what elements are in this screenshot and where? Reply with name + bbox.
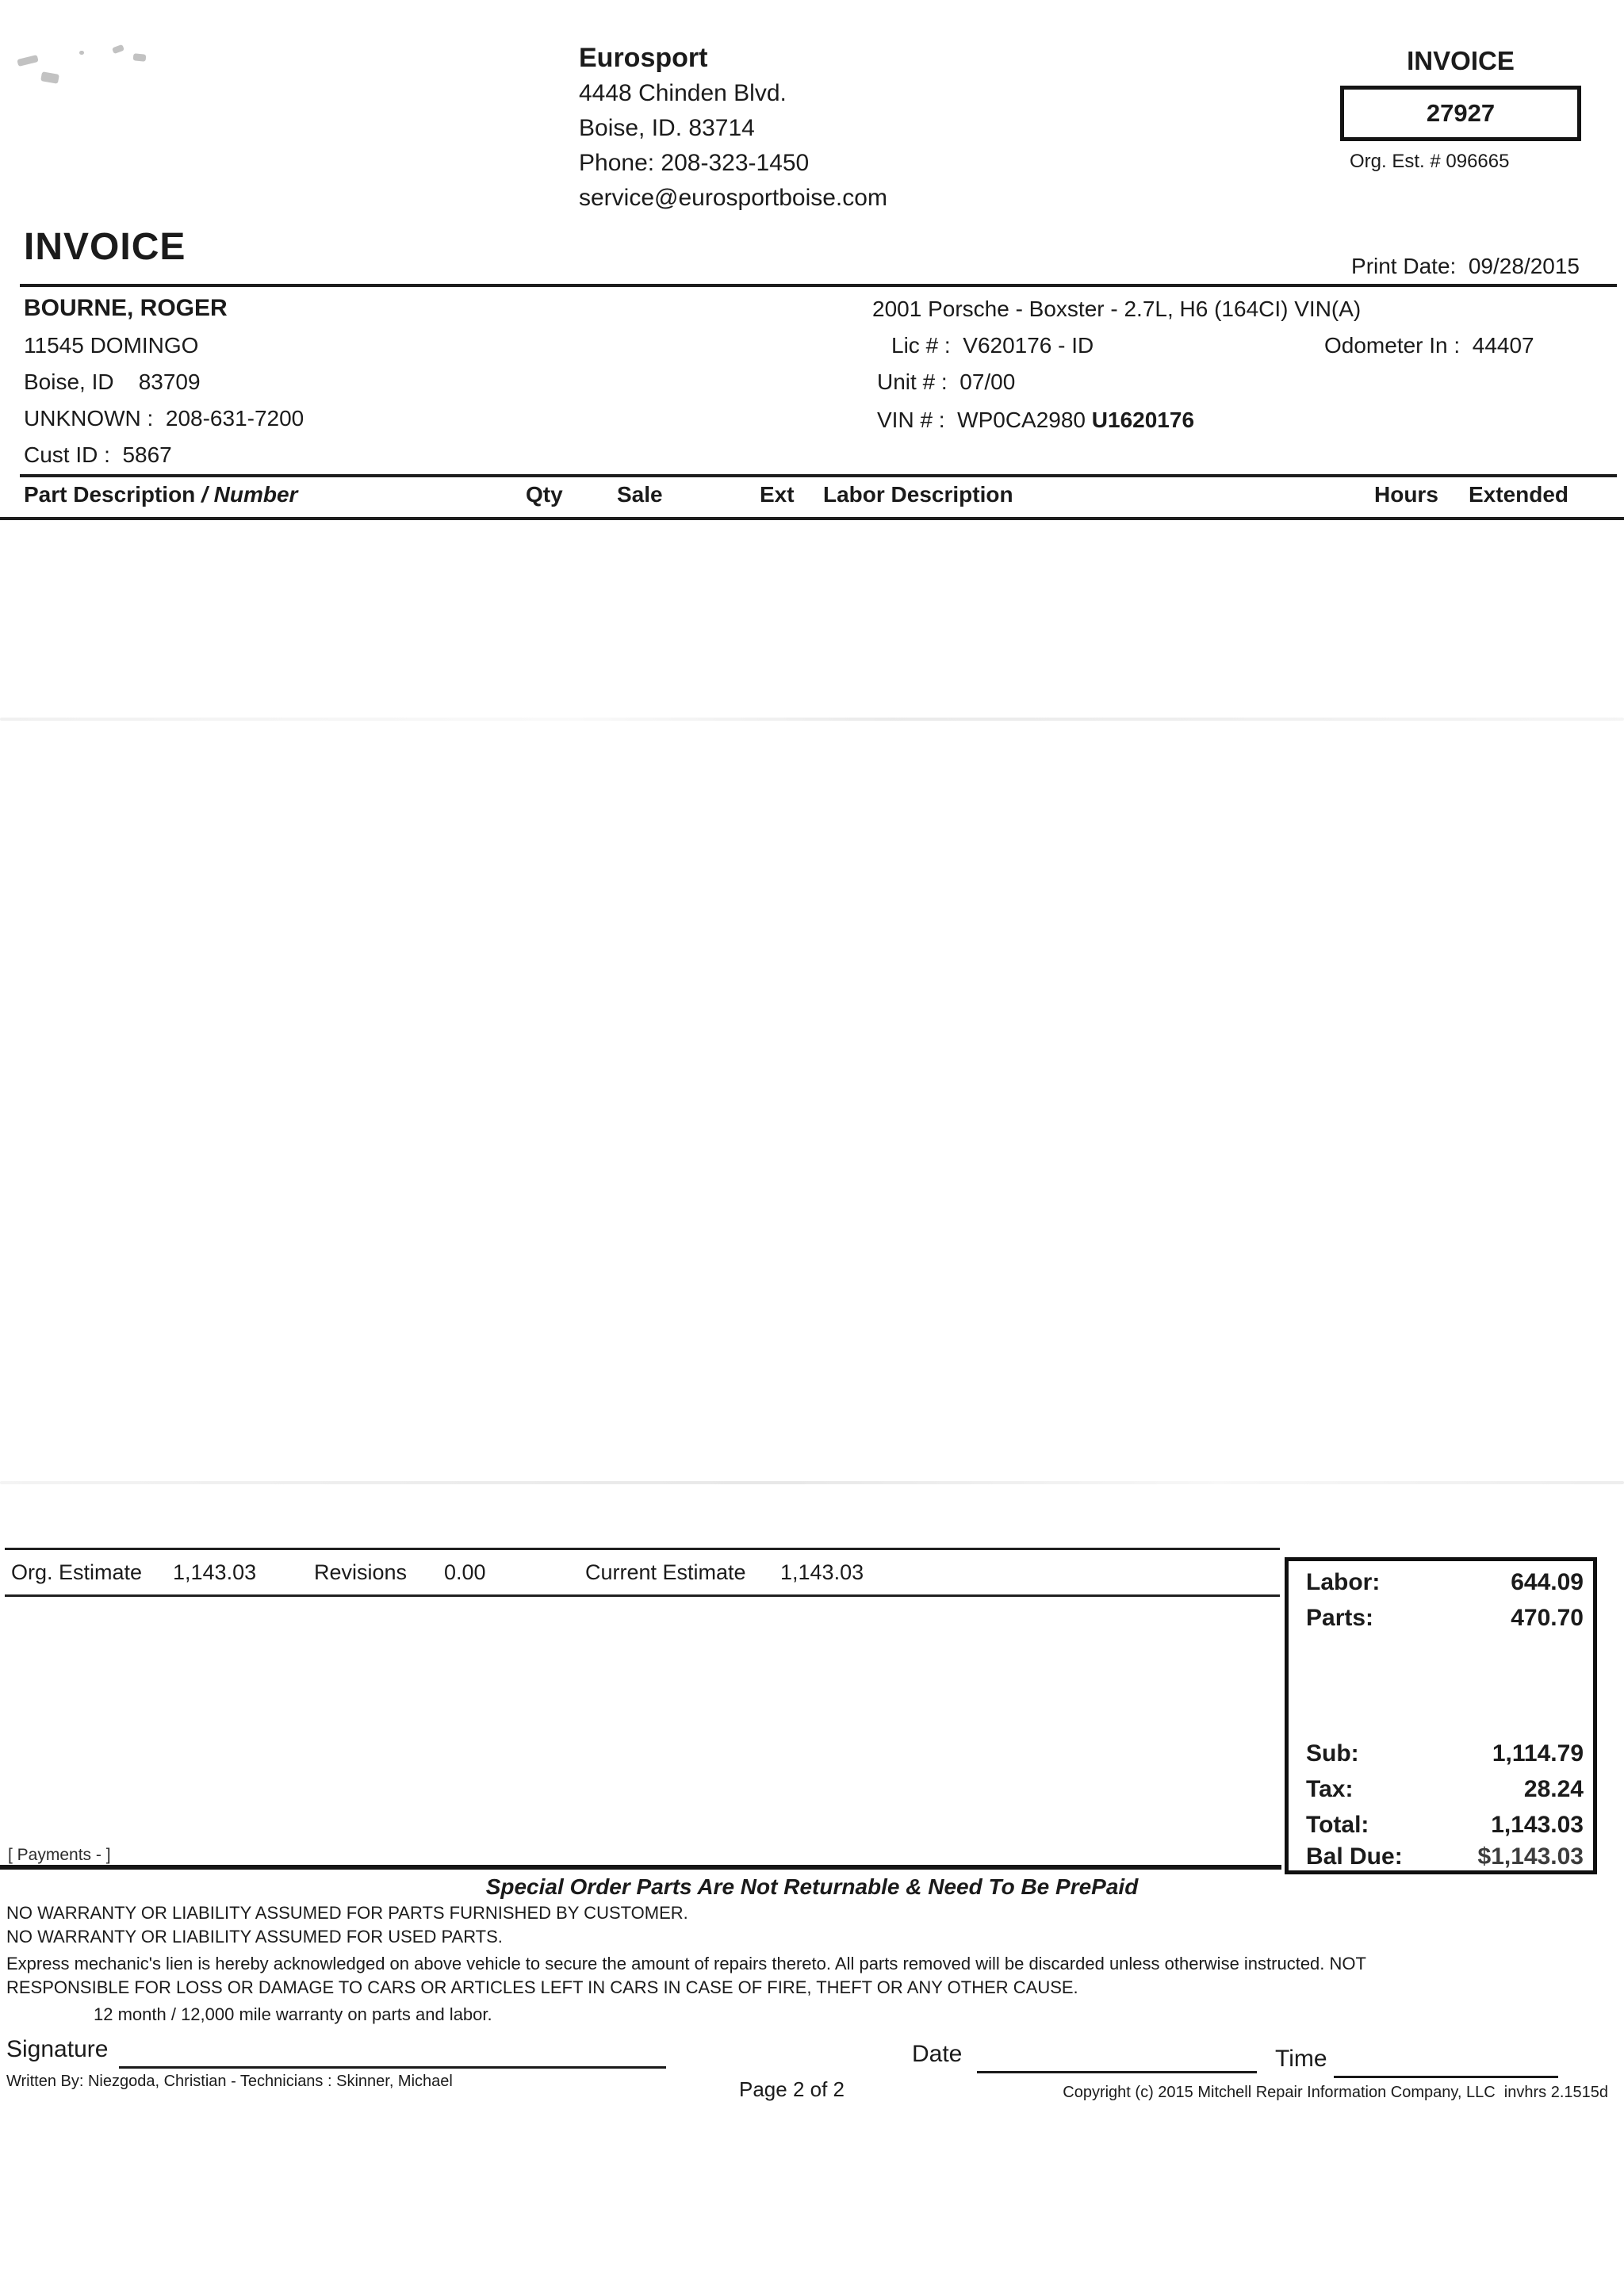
column-extended: Extended <box>1469 482 1569 507</box>
mechanics-lien-notice-1: Express mechanic's lien is hereby acknowledged on above vehicle to secure the amount of repairs thereto. All parts removed will be discarded unless otherwise instructed. NOT <box>6 1954 1366 1973</box>
payments-label: [ Payments - ] <box>8 1846 111 1864</box>
vehicle-description: 2001 Porsche - Boxster - 2.7L, H6 (164CI) VIN(A) <box>872 297 1362 321</box>
org-estimate-label: Org. Estimate <box>11 1560 143 1584</box>
balance-due-label: Bal Due: <box>1306 1843 1403 1870</box>
customer-name: BOURNE, ROGER <box>24 295 228 321</box>
customer-phone: UNKNOWN : 208-631-7200 <box>24 406 304 431</box>
revisions-label: Revisions <box>314 1560 408 1584</box>
divider <box>0 517 1624 520</box>
current-estimate-label: Current Estimate <box>585 1560 746 1584</box>
time-line[interactable] <box>1334 2076 1558 2078</box>
warranty-notice-1: NO WARRANTY OR LIABILITY ASSUMED FOR PARTS FURNISHED BY CUSTOMER. <box>6 1903 688 1923</box>
divider <box>20 284 1617 287</box>
copyright: Copyright (c) 2015 Mitchell Repair Information Company, LLC invhrs 2.1515d <box>1063 2084 1608 2101</box>
column-sale: Sale <box>617 482 663 507</box>
org-estimate-number: Org. Est. # 096665 <box>1350 151 1510 172</box>
revisions-value: 0.00 <box>444 1560 486 1584</box>
vehicle-odometer: Odometer In : 44407 <box>1324 333 1534 358</box>
scan-smudge <box>79 51 84 55</box>
parts-total-label: Parts: <box>1306 1605 1374 1631</box>
total-label: Total: <box>1306 1812 1369 1838</box>
signature-label: Signature <box>6 2036 109 2062</box>
labor-total-label: Labor: <box>1306 1569 1381 1595</box>
vehicle-license: Lic # : V620176 - ID <box>891 333 1094 358</box>
invoice-number: 27927 <box>1426 99 1496 127</box>
shop-address-line2: Boise, ID. 83714 <box>579 115 755 141</box>
customer-id: Cust ID : 5867 <box>24 442 172 467</box>
vehicle-vin <box>877 408 1194 433</box>
column-part-label: Part Description <box>24 482 196 507</box>
total-value: 1,143.03 <box>1491 1812 1584 1838</box>
vehicle-vin-prefix: VIN # : WP0CA2980 <box>877 408 1092 432</box>
column-ext: Ext <box>760 482 795 507</box>
balance-due-value: $1,143.03 <box>1477 1843 1584 1870</box>
vehicle-vin-serial: U1620176 <box>1091 408 1195 432</box>
customer-city-state-zip: Boise, ID 83709 <box>24 369 201 394</box>
column-number-label: / Number <box>195 482 298 507</box>
scan-crease <box>0 1481 1624 1484</box>
date-label: Date <box>912 2041 963 2067</box>
estimate-strip <box>5 1548 1280 1597</box>
scan-smudge <box>133 53 147 62</box>
written-by: Written By: Niezgoda, Christian - Technicians : Skinner, Michael <box>6 2073 453 2090</box>
column-labor-description: Labor Description <box>823 482 1013 507</box>
divider-thick <box>0 1865 1281 1870</box>
customer-address: 11545 DOMINGO <box>24 333 199 358</box>
print-date: Print Date: 09/28/2015 <box>1351 254 1580 278</box>
time-label: Time <box>1275 2046 1327 2072</box>
invoice-box-title: INVOICE <box>1407 46 1515 75</box>
column-hours: Hours <box>1374 482 1438 507</box>
shop-address-line1: 4448 Chinden Blvd. <box>579 80 787 106</box>
vehicle-unit: Unit # : 07/00 <box>877 369 1016 394</box>
shop-email: service@eurosportboise.com <box>579 185 887 211</box>
parts-total-value: 470.70 <box>1511 1605 1584 1631</box>
warranty-notice-2: NO WARRANTY OR LIABILITY ASSUMED FOR USED PARTS. <box>6 1927 503 1947</box>
scan-smudge <box>17 55 38 67</box>
mechanics-lien-notice-2: RESPONSIBLE FOR LOSS OR DAMAGE TO CARS OR ARTICLES LEFT IN CARS IN CASE OF FIRE, THEFT OR ANY OTHER CAUSE. <box>6 1977 1078 1997</box>
tax-label: Tax: <box>1306 1776 1354 1802</box>
page-title: INVOICE <box>24 226 186 268</box>
subtotal-value: 1,114.79 <box>1492 1740 1584 1767</box>
tax-value: 28.24 <box>1523 1776 1584 1802</box>
divider <box>20 474 1617 477</box>
shop-phone: Phone: 208-323-1450 <box>579 150 810 176</box>
totals-box <box>1285 1557 1597 1874</box>
scan-smudge <box>112 44 124 54</box>
column-qty: Qty <box>526 482 563 507</box>
scan-crease <box>0 718 1624 721</box>
shop-header <box>579 40 887 216</box>
org-estimate-value: 1,143.03 <box>173 1560 257 1584</box>
signature-line[interactable] <box>119 2066 666 2069</box>
scan-smudge <box>40 71 59 84</box>
labor-total-value: 644.09 <box>1511 1569 1584 1595</box>
special-order-notice: Special Order Parts Are Not Returnable & Need To Be PrePaid <box>485 1874 1139 1899</box>
column-part-description <box>24 482 297 507</box>
shop-name: Eurosport <box>579 43 708 73</box>
date-line[interactable] <box>977 2071 1257 2073</box>
subtotal-label: Sub: <box>1306 1740 1359 1767</box>
current-estimate-value: 1,143.03 <box>780 1560 864 1584</box>
warranty-terms: 12 month / 12,000 mile warranty on parts and labor. <box>94 2004 492 2024</box>
page-indicator: Page 2 of 2 <box>739 2077 845 2101</box>
invoice-number-box <box>1340 86 1581 141</box>
